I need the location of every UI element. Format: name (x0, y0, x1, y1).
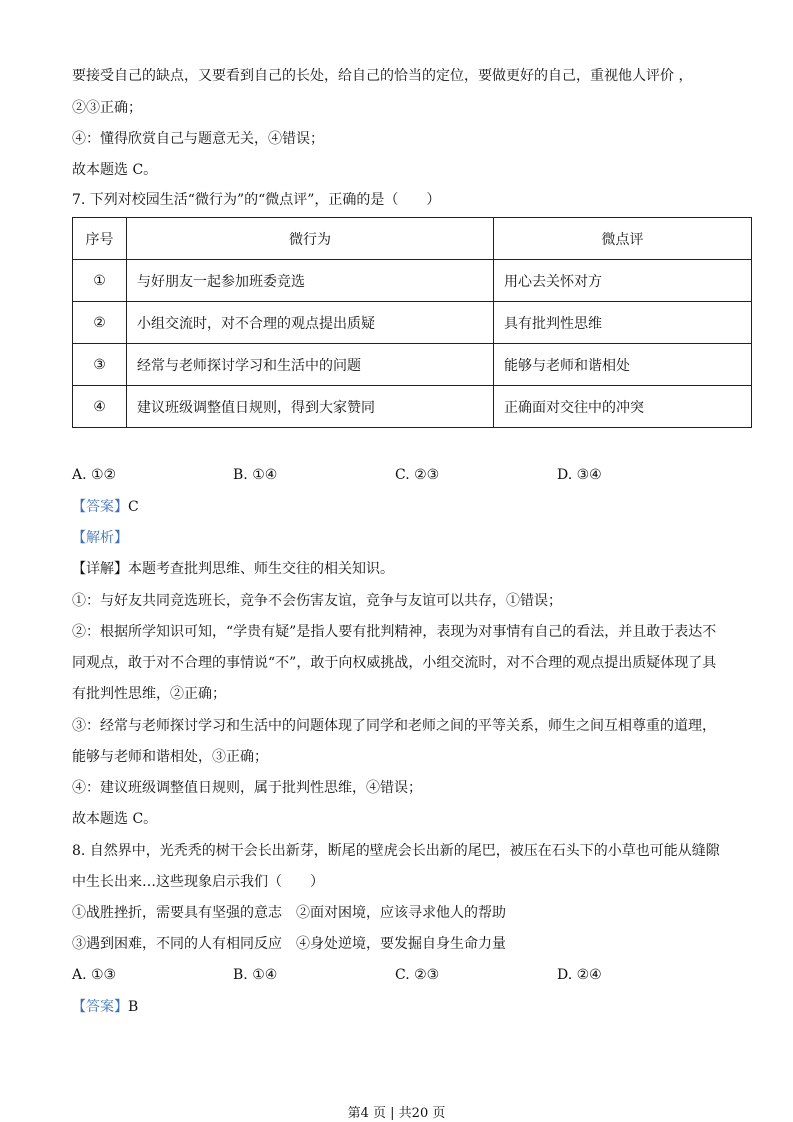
text-line: ③：经常与老师探讨学习和生活中的问题体现了同学和老师之间的平等关系，师生之间互相尊重的道理， (72, 718, 716, 734)
option-d: D. ②④ (557, 967, 602, 983)
text-line: 能够与老师和谐相处，③正确； (72, 749, 268, 765)
table-header-row (73, 218, 752, 260)
answer-line (72, 497, 139, 517)
text-line: 故本题选 C。 (72, 811, 158, 827)
detail-line (72, 559, 394, 579)
table-cell: ② (73, 302, 127, 344)
option-c: C. ②③ (395, 467, 440, 483)
question-8-stem: 中生长出来…这些现象启示我们（ ） (72, 874, 324, 890)
table-cell: ④ (73, 386, 127, 428)
table-cell: 与好朋友一起参加班委竞选 (127, 260, 494, 302)
answer-tag: 【答案】 (72, 499, 128, 515)
text-line: 故本题选 C。 (72, 162, 158, 178)
table-row (73, 344, 752, 386)
detail-tag: 【详解】 (72, 561, 128, 577)
answer-tag: 【答案】 (72, 999, 128, 1015)
table-row (73, 302, 752, 344)
question-7-table (72, 217, 752, 428)
table-cell: 用心去关怀对方 (494, 260, 752, 302)
table-cell: ③ (73, 344, 127, 386)
detail-intro: 本题考查批判思维、师生交往的相关知识。 (128, 561, 394, 577)
text-line: ②③正确； (72, 100, 142, 116)
option-b: B. ①④ (233, 467, 278, 483)
option-c: C. ②③ (395, 967, 440, 983)
text-line: ④：建议班级调整值日规则，属于批判性思维，④错误； (72, 780, 422, 796)
question-7-stem: 7. 下列对校园生活“微行为”的“微点评”，正确的是（ ） (72, 192, 441, 208)
table-cell: 经常与老师探讨学习和生活中的问题 (127, 344, 494, 386)
table-cell: 小组交流时，对不合理的观点提出质疑 (127, 302, 494, 344)
question-8-choices: ①战胜挫折，需要具有坚强的意志 ②面对困境，应该寻求他人的帮助 (72, 905, 506, 921)
text-line: ①：与好友共同竞选班长，竞争不会伤害友谊，竞争与友谊可以共存，①错误； (72, 593, 562, 609)
table-header: 序号 (73, 218, 127, 260)
page-footer: 第4 页 | 共20 页 (347, 1106, 446, 1121)
table-cell: 正确面对交往中的冲突 (494, 386, 752, 428)
answer-value: C (128, 499, 139, 515)
table-cell: 能够与老师和谐相处 (494, 344, 752, 386)
text-line: ④：懂得欣赏自己与题意无关，④错误； (72, 131, 324, 147)
text-line: 要接受自己的缺点，又要看到自己的长处，给自己的恰当的定位，要做更好的自己，重视他人评价 ， (72, 68, 693, 84)
option-a: A. ①② (72, 467, 117, 483)
text-line: 同观点，敢于对不合理的事情说“不”，敢于向权威挑战，小组交流时，对不合理的观点提出质疑体现了具 (72, 655, 717, 671)
option-d: D. ③④ (557, 467, 602, 483)
table-header: 微点评 (494, 218, 752, 260)
table-row (73, 386, 752, 428)
table-row (73, 260, 752, 302)
table-cell: 建议班级调整值日规则，得到大家赞同 (127, 386, 494, 428)
answer-line (72, 997, 138, 1017)
answer-value: B (128, 999, 139, 1015)
question-8-stem: 8. 自然界中，光秃秃的树干会长出新芽，断尾的壁虎会长出新的尾巴，被压在石头下的小草也可能从缝隙 (72, 843, 720, 859)
table-cell: 具有批判性思维 (494, 302, 752, 344)
analysis-tag: 【解析】 (72, 530, 128, 546)
question-8-choices: ③遇到困难，不同的人有相同反应 ④身处逆境，要发掘自身生命力量 (72, 936, 506, 952)
text-line: 有批判性思维，②正确； (72, 686, 226, 702)
table-cell: ① (73, 260, 127, 302)
text-line: ②：根据所学知识可知，“学贵有疑”是指人要有批判精神，表现为对事情有自己的看法，并且敢于表达不 (72, 624, 717, 640)
table-header: 微行为 (127, 218, 494, 260)
option-b: B. ①④ (233, 967, 278, 983)
option-a: A. ①③ (72, 967, 117, 983)
